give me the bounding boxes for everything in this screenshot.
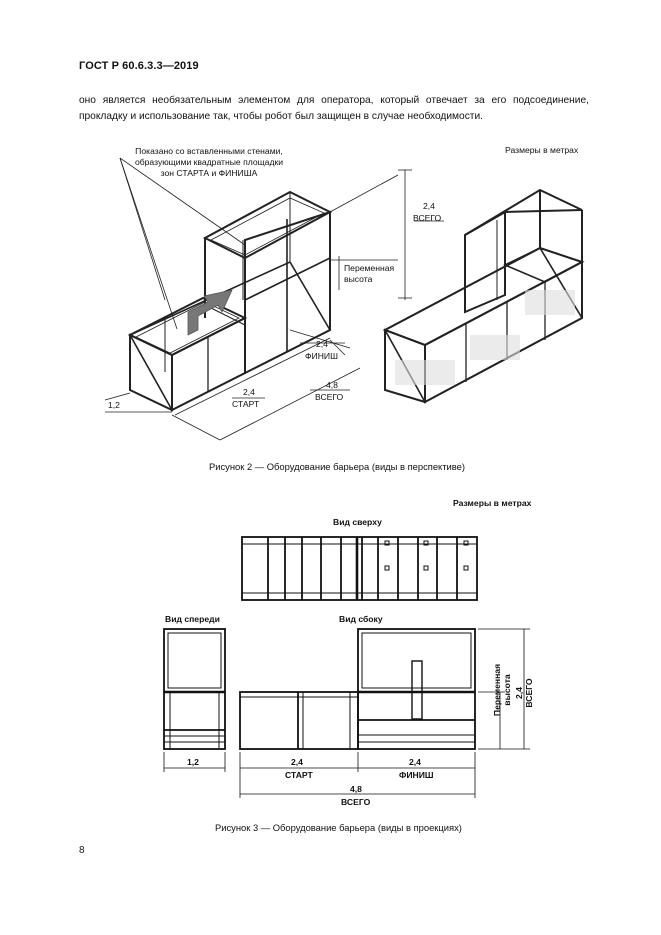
fig2-start-label: СТАРТ [232,399,260,409]
fig2-total-length-value: 4,8 [326,380,338,390]
intro-paragraph: оно является необязательным элементом для оператора, который отвечает за его подсоединение, прокладку и использование так, чтобы робот был защищен в случае необходимости. [79,95,589,122]
fig2-start-value: 2,4 [243,387,255,397]
page-number: 8 [79,845,85,856]
fig2-callout-line-3: зон СТАРТА и ФИНИША [160,168,258,178]
fig3-finish-value: 2,4 [409,757,421,767]
fig2-callout-line-1: Показано со вставленными стенами, [135,146,283,156]
figure3-caption: Рисунок 3 — Оборудование барьера (виды в проекциях) [215,822,462,833]
top-view-label: Вид сверху [333,517,382,527]
fig3-start-value: 2,4 [291,757,303,767]
side-view-drawing [240,629,475,749]
fig2-callout-line-2: образующими квадратные площадки [134,157,284,167]
front-view-drawing [164,629,225,749]
fig3-finish-label: ФИНИШ [399,770,434,780]
fig2-left-structure [130,192,330,410]
fig2-width-value: 1,2 [108,400,120,410]
fig3-total-height-value: 2,4 [514,687,524,699]
front-view-label: Вид спереди [165,614,220,624]
top-view-drawing [242,537,477,600]
fig2-finish-label: ФИНИШ [305,351,338,361]
figure3-drawing [0,480,661,820]
fig3-total-length-label: ВСЕГО [341,797,371,807]
fig3-variable-height-line-1: Переменная [492,663,502,717]
fig2-finish-value: 2,4 [316,339,328,349]
fig3-total-height-label: ВСЕГО [524,678,534,708]
fig2-total-length-label: ВСЕГО [315,392,344,402]
fig2-total-height-value: 2,4 [423,201,435,211]
fig3-start-label: СТАРТ [285,770,313,780]
fig2-units-note: Размеры в метрах [505,145,579,155]
fig3-total-length-value: 4,8 [350,784,362,794]
fig3-variable-height-line-2: высота [502,674,512,706]
fig3-width-value: 1,2 [187,757,199,767]
side-view-label: Вид сбоку [339,614,383,624]
fig3-units-note: Размеры в метрах [453,498,532,508]
document-header: ГОСТ Р 60.6.3.3—2019 [79,60,199,72]
fig2-total-height-label: ВСЕГО [413,213,442,223]
fig2-variable-height-line-1: Переменная [344,263,395,273]
figure2-caption: Рисунок 2 — Оборудование барьера (виды в перспективе) [209,461,466,472]
fig2-variable-height-line-2: высота [344,274,373,284]
